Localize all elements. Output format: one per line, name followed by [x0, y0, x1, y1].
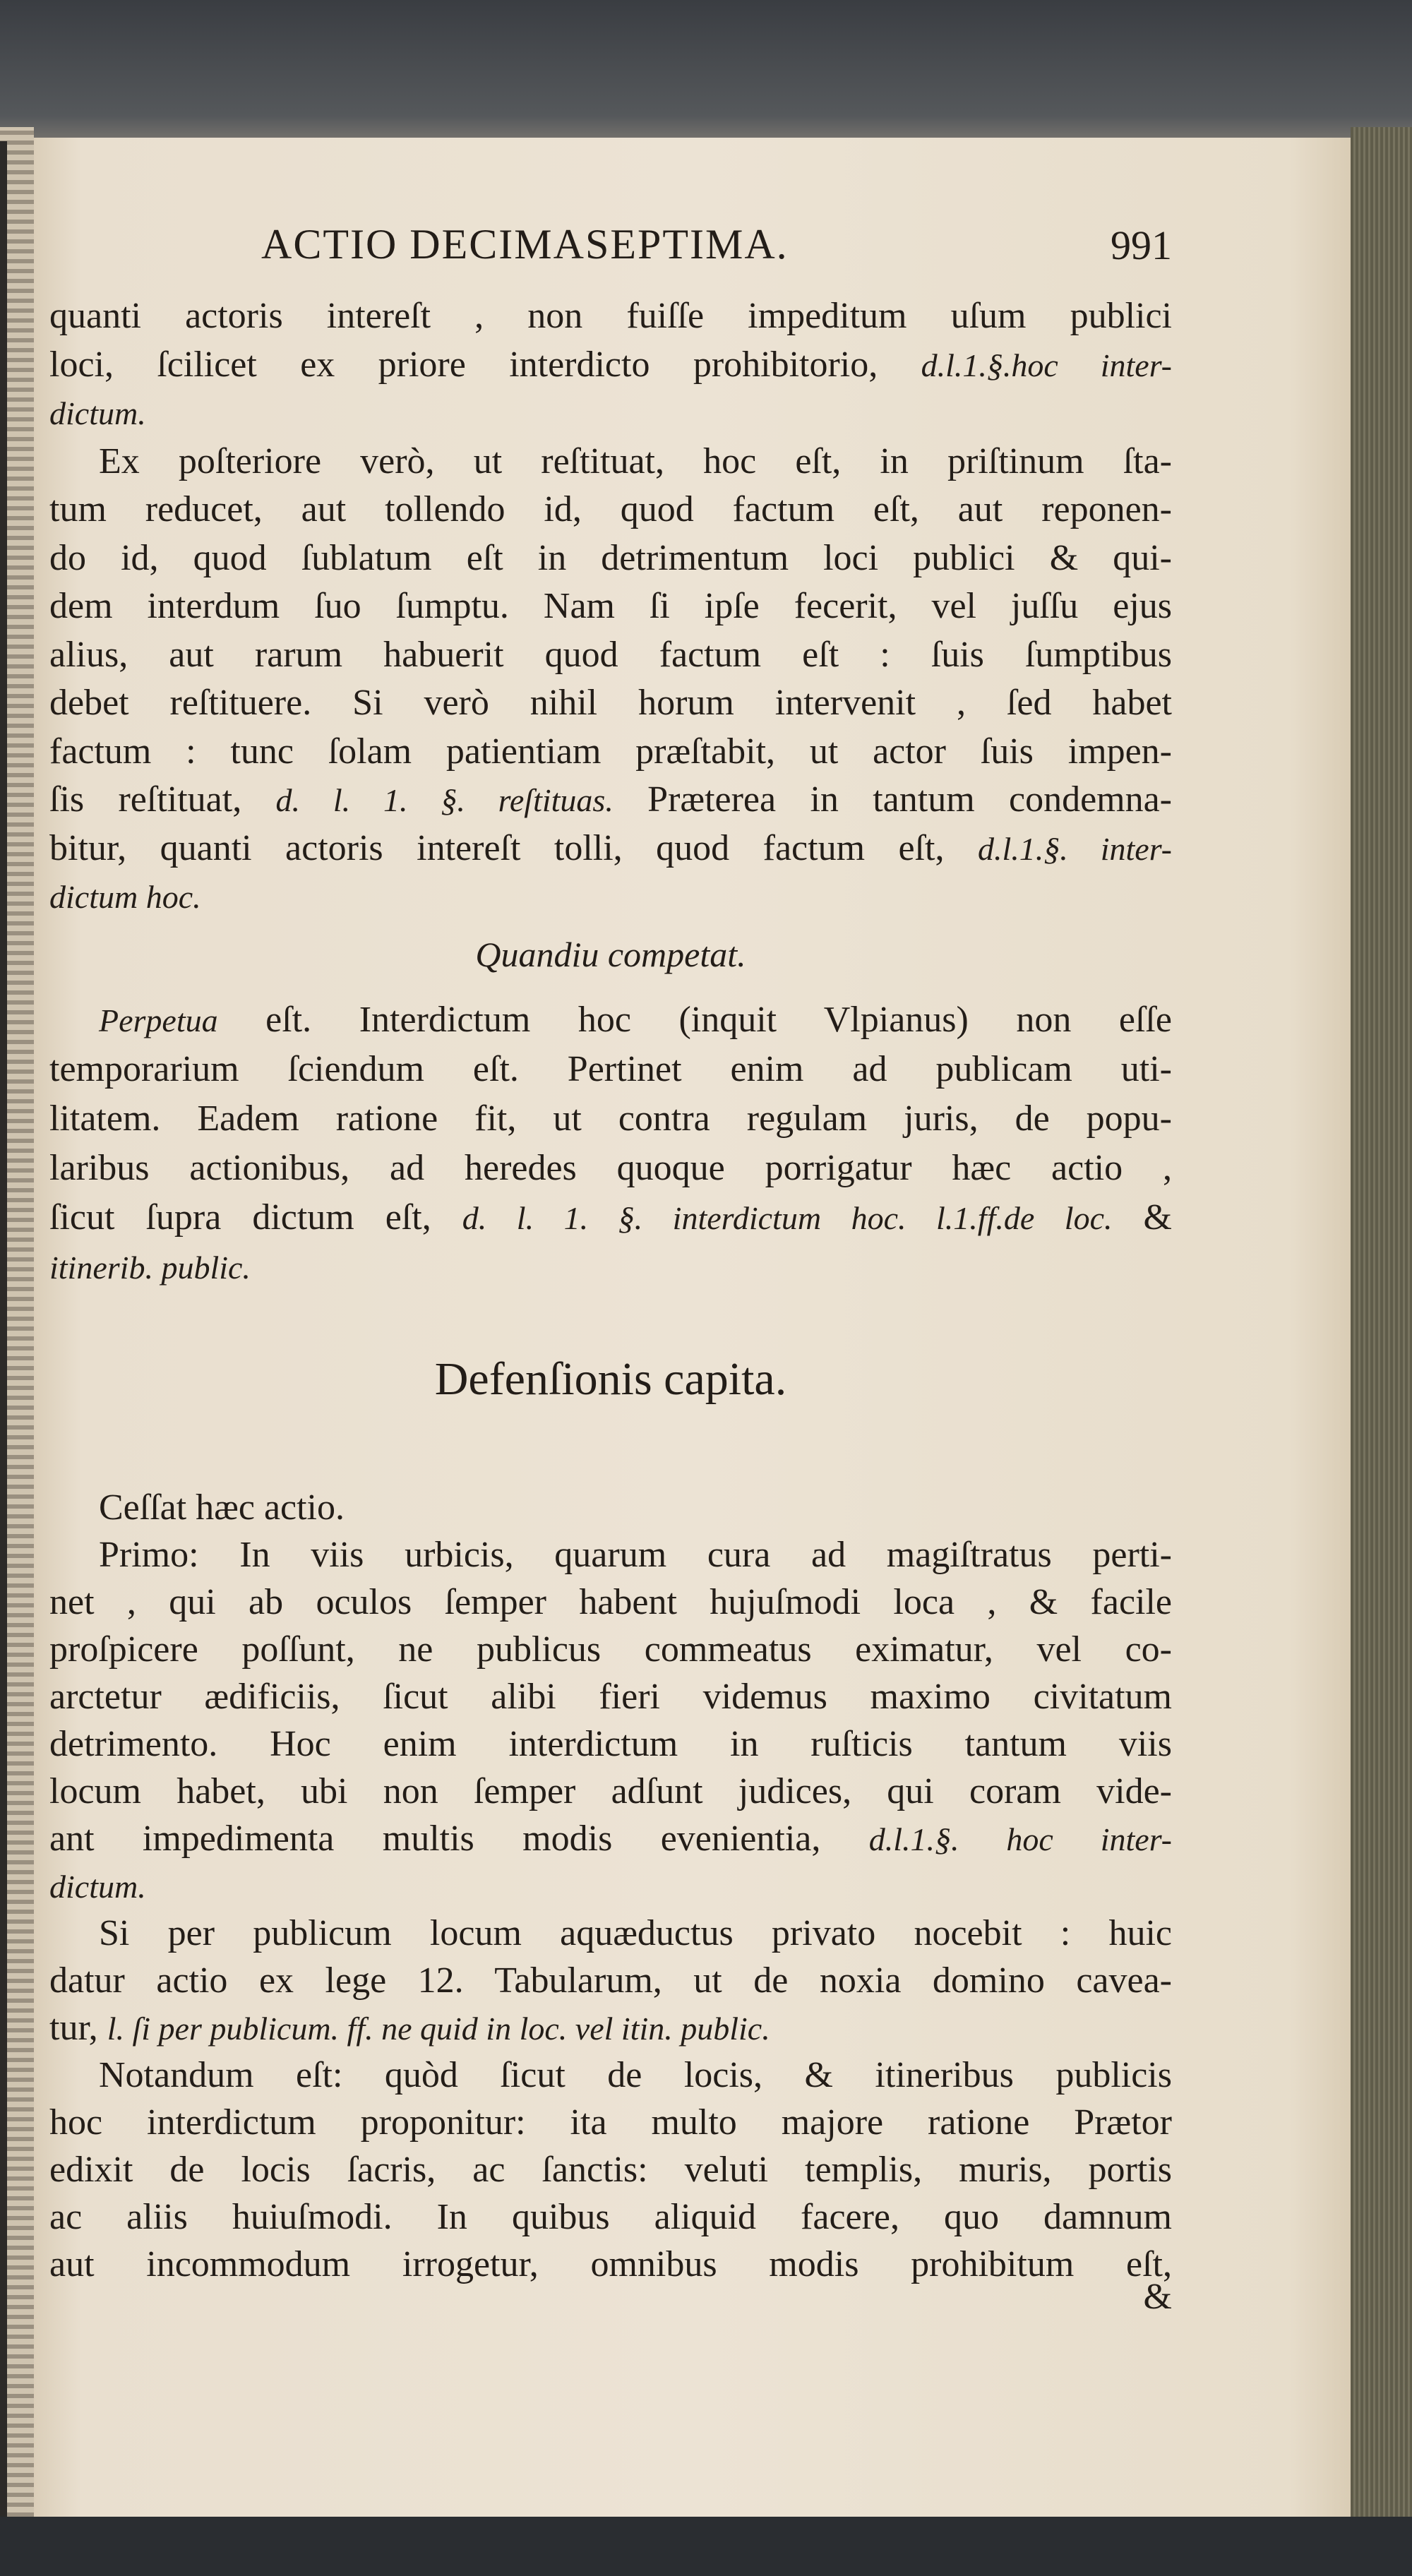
text-line — [49, 1673, 1172, 1720]
text-run: bitur, quanti actoris intereſt tolli, quod factum eſt, — [49, 827, 978, 868]
italic-citation: d.l.1.§. inter- — [977, 830, 1172, 867]
text-line — [49, 631, 1172, 680]
text-run: proſpicere poſſunt, ne publicus commeatus eximatur, vel co- — [49, 1629, 1172, 1670]
text-run: quanti actoris intereſt , non fuiſſe impeditum uſum publici — [49, 296, 1172, 336]
text-run: eſt. Interdictum hoc (inquit Vlpianus) non eſſe — [217, 1000, 1172, 1040]
text-run: factum : tunc ſolam patientiam præſtabit, ut actor ſuis impen- — [49, 731, 1172, 772]
text-line — [49, 438, 1172, 486]
text-run: edixit de locis ſacris, ac ſanctis: veluti templis, muris, portis — [49, 2150, 1172, 2190]
section-heading-quandiu: Quandiu competat. — [475, 935, 746, 974]
text-line — [49, 2051, 1172, 2099]
text-run: Si per publicum locum aquæductus privato nocebit : huic — [99, 1913, 1172, 1953]
text-line — [49, 2004, 1172, 2051]
text-line — [49, 1910, 1172, 1957]
text-line — [49, 995, 1172, 1045]
text-run: loci, ſcilicet ex priore interdicto prohibitorio, — [49, 344, 921, 385]
italic-citation: dictum. — [49, 1869, 146, 1905]
italic-citation: d. l. 1. §. reſtituas. — [275, 782, 614, 818]
running-title: ACTIO DECIMASEPTIMA. — [261, 221, 789, 268]
text-run: Præterea in tantum condemna- — [613, 779, 1172, 820]
text-run: datur actio ex lege 12. Tabularum, ut de noxia domino cavea- — [49, 1960, 1172, 2001]
italic-citation: l. ſi per publicum. ff. ne quid in loc. vel itin. public. — [107, 2011, 770, 2047]
text-run: Ceſſat hæc actio. — [99, 1487, 345, 1528]
text-run: Ex poſteriore verò, ut reſtituat, hoc eſt, in priſtinum ſta- — [99, 441, 1172, 481]
text-line — [49, 341, 1172, 390]
text-run: & — [1112, 1197, 1172, 1238]
text-line — [49, 1768, 1172, 1815]
italic-citation: d.l.1.§. hoc inter- — [868, 1821, 1172, 1857]
text-line — [49, 1862, 1172, 1910]
text-line — [49, 1484, 1172, 1531]
text-line — [49, 2241, 1172, 2288]
text-run: tum reducet, aut tollendo id, quod factum eſt, aut reponen- — [49, 489, 1172, 529]
text-line — [49, 389, 1172, 438]
section-heading-defensionis: Defenſionis capita. — [434, 1353, 787, 1405]
text-run: Primo: In viis urbicis, quarum cura ad magiſtratus perti- — [99, 1535, 1172, 1575]
text-line — [49, 776, 1172, 825]
text-line — [49, 825, 1172, 873]
text-line — [49, 1193, 1172, 1242]
text-run: ant impedimenta multis modis evenientia, — [49, 1819, 869, 1859]
text-line — [49, 1720, 1172, 1768]
italic-citation: d. l. 1. §. interdictum hoc. l.1.ff.de loc. — [462, 1200, 1113, 1236]
italic-citation: Perpetua — [99, 1002, 218, 1038]
text-run: ſis reſtituat, — [49, 779, 276, 820]
text-run: tur, — [49, 2008, 107, 2048]
text-line — [49, 534, 1172, 583]
text-run: ſicut ſupra dictum eſt, — [49, 1197, 462, 1238]
catchword: & — [1143, 2277, 1172, 2317]
paragraph-block-restitution — [49, 292, 1172, 921]
text-run: net , qui ab oculos ſemper habent hujuſmodi loca , & facile — [49, 1582, 1172, 1622]
text-line — [49, 1094, 1172, 1144]
page-header — [49, 220, 1172, 270]
text-line — [49, 728, 1172, 777]
text-run: dem interdum ſuo ſumptu. Nam ſi ipſe fecerit, vel juſſu ejus — [49, 586, 1172, 626]
text-run: litatem. Eadem ratione fit, ut contra regulam juris, de popu- — [49, 1098, 1172, 1139]
text-line — [49, 873, 1172, 921]
text-line — [49, 2193, 1172, 2241]
text-line — [49, 582, 1172, 631]
text-run: Notandum eſt: quòd ſicut de locis, & itineribus publicis — [99, 2055, 1172, 2095]
paragraph-block-perpetua — [49, 995, 1172, 1292]
text-line — [49, 1531, 1172, 1578]
text-run: do id, quod ſublatum eſt in detrimentum loci publici & qui- — [49, 537, 1172, 578]
italic-citation: dictum hoc. — [49, 879, 201, 915]
text-run: hoc interdictum proponitur: ita multo majore ratione Prætor — [49, 2102, 1172, 2143]
paragraph-block-defensionis — [49, 1484, 1172, 2288]
text-run: detrimento. Hoc enim interdictum in ruſticis tantum viis — [49, 1724, 1172, 1764]
text-line — [49, 1815, 1172, 1862]
scan-background-bottom — [0, 2517, 1412, 2576]
text-run: locum habet, ubi non ſemper adſunt judices, qui coram vide- — [49, 1771, 1172, 1811]
text-line — [49, 2146, 1172, 2193]
text-run: laribus actionibus, ad heredes quoque porrigatur hæc actio , — [49, 1148, 1172, 1188]
text-line — [49, 1242, 1172, 1292]
page-stack-edge — [1351, 127, 1412, 2541]
text-run: debet reſtituere. Si verò nihil horum intervenit , ſed habet — [49, 683, 1172, 723]
text-run: aut incommodum irrogetur, omnibus modis prohibitum eſt, — [49, 2244, 1172, 2284]
text-line — [49, 1626, 1172, 1673]
text-line — [49, 486, 1172, 534]
scan-background-top — [0, 0, 1412, 145]
text-run: ac aliis huiuſmodi. In quibus aliquid facere, quo damnum — [49, 2197, 1172, 2237]
text-run: alius, aut rarum habuerit quod factum eſt : ſuis ſumptibus — [49, 634, 1172, 675]
page-number: 991 — [1111, 222, 1172, 268]
text-line — [49, 1144, 1172, 1193]
italic-citation: itinerib. public. — [49, 1250, 251, 1286]
text-run: temporarium ſciendum eſt. Pertinet enim ad publicam uti- — [49, 1049, 1172, 1089]
text-line — [49, 1045, 1172, 1094]
text-line — [49, 1578, 1172, 1626]
text-line — [49, 292, 1172, 341]
text-line — [49, 2099, 1172, 2146]
book-spine-shadow — [0, 141, 7, 2576]
text-line — [49, 679, 1172, 728]
text-run: arctetur ædificiis, ſicut alibi fieri videmus maximo civitatum — [49, 1677, 1172, 1717]
text-line — [49, 1957, 1172, 2004]
italic-citation: dictum. — [49, 395, 146, 431]
italic-citation: d.l.1.§.hoc inter- — [921, 347, 1172, 383]
